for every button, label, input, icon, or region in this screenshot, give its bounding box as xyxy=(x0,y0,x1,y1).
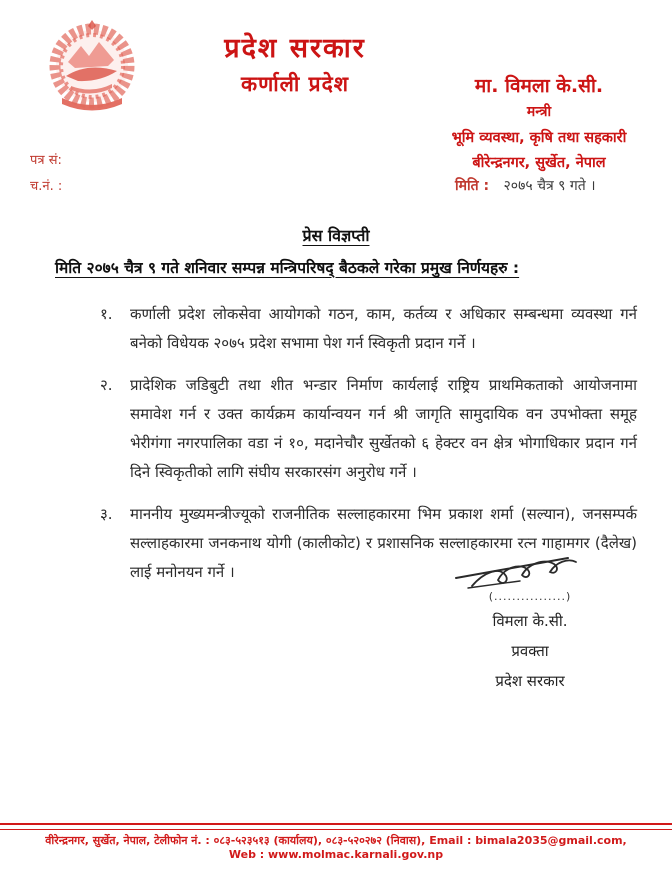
handwritten-signature xyxy=(450,548,610,596)
signatory-name: विमला के.सी. xyxy=(492,612,568,630)
signature-block xyxy=(425,548,635,691)
footer-divider xyxy=(0,823,672,830)
official-post: मन्त्री xyxy=(526,104,552,120)
footer-contact xyxy=(0,834,672,862)
date-label: मिति : xyxy=(455,178,490,194)
signatory-org: प्रदेश सरकार xyxy=(495,672,565,690)
footer-contact-line2: Web : www.molmac.karnali.gov.np xyxy=(228,848,444,861)
official-block xyxy=(420,72,658,172)
org-title: प्रदेश सरकार xyxy=(224,33,366,64)
date-line xyxy=(455,176,596,195)
ministry-name: भूमि व्यवस्था, कृषि तथा सहकारी xyxy=(451,130,627,146)
list-item-text: कर्णाली प्रदेश लोकसेवा आयोगको गठन, काम, कर्तव्य र अधिकार सम्बन्धमा व्यवस्था गर्न बनेको विधेयक २०७५ प्रदेश सभामा पेश गर्न स्विकृती प्रदान गर्ने । xyxy=(130,305,637,352)
press-release-heading: मिति २०७५ चैत्र ९ गते शनिवार सम्पन्न मन्त्रिपरिषद् बैठकले गरेका प्रमुख निर्णयहरु : xyxy=(55,259,520,277)
list-item-number: २. xyxy=(100,376,113,394)
letter-number-label: पत्र सं: xyxy=(30,153,62,168)
footer-contact-line1: वीरेन्द्रनगर, सुर्खेत, नेपाल, टेलीफोन नं. : ०८३-५२३५१३ (कार्यालय), ०८३-५२०२७२ (निवास), Email : bimala2035@gmail.com, xyxy=(45,834,627,847)
press-release-title: प्रेस विज्ञप्ती xyxy=(302,226,370,245)
date-value: २०७५ चैत्र ९ गते । xyxy=(503,178,596,194)
chalani-number-label: च.नं. : xyxy=(30,179,63,194)
signature-dotted-line: (................) xyxy=(488,590,572,603)
signatory-title: प्रवक्ता xyxy=(511,642,549,660)
province-emblem-icon xyxy=(38,18,146,118)
org-subtitle: कर्णाली प्रदेश xyxy=(240,72,350,96)
list-item-number: १. xyxy=(100,305,113,323)
official-name: मा. विमला के.सी. xyxy=(474,75,604,97)
list-item-number: ३. xyxy=(100,505,113,523)
list-item xyxy=(100,371,637,487)
list-item xyxy=(100,300,637,358)
list-item-text: प्रादेशिक जडिबुटी तथा शीत भन्डार निर्माण कार्यलाई राष्ट्रिय प्राथमिकताको आयोजनामा समावेश गर्न र उक्त कार्यक्रम कार्यान्वयन गर्न श्री जागृति सामुदायिक वन उपभोक्ता समूह भेरीगंगा नगरपालिका वडा नं १०, मदानेचौर सुर्खेतको ६ हेक्टर वन क्षेत्र भोगाधिकार प्रदान गर्न दिने स्विकृतीको लागि संघीय सरकारसंग अनुरोध गर्ने । xyxy=(130,376,637,481)
office-address: बीरेन्द्रनगर, सुर्खेत, नेपाल xyxy=(472,155,606,171)
list-item-text: माननीय मुख्यमन्त्रीज्यूको राजनीतिक सल्लाहकारमा भिम प्रकाश शर्मा (सल्यान), जनसम्पर्क सल्लाहकारमा जनकनाथ योगी (कालीकोट) र प्रशासनिक सल्लाहकारमा रत्न गाहामगर (दैलेख) लाई मनोनयन गर्ने । xyxy=(130,505,637,581)
